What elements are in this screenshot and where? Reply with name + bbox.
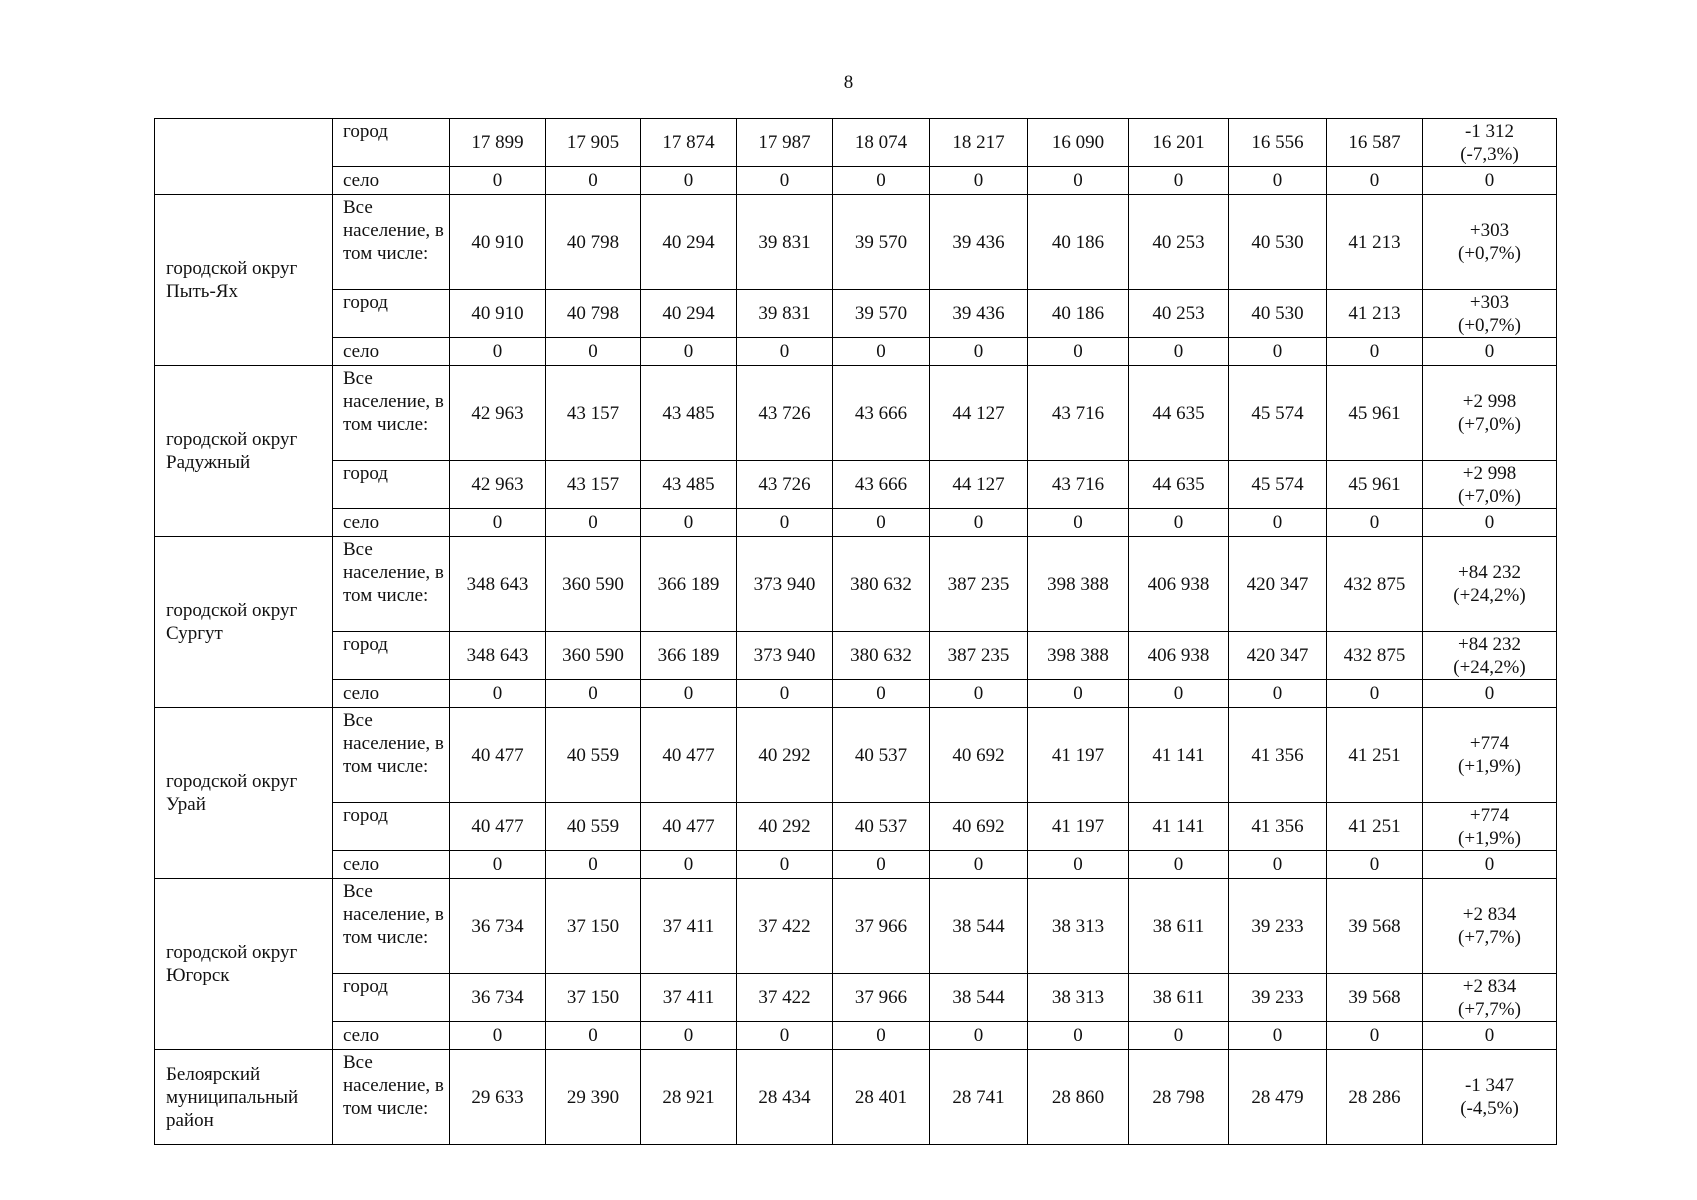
- region-name: Белоярский муниципальный район: [155, 1050, 333, 1145]
- population-value: 420 347: [1229, 537, 1327, 632]
- population-value: 44 127: [930, 461, 1028, 509]
- population-value: 0: [930, 167, 1028, 195]
- population-value: 40 537: [833, 803, 930, 851]
- category-label: село: [333, 1022, 450, 1050]
- change-absolute: +774: [1469, 733, 1510, 754]
- change-absolute: +2 998: [1462, 462, 1517, 484]
- population-value: 0: [1129, 338, 1229, 366]
- category-label: Все население, в том числе:: [333, 1050, 450, 1145]
- population-value: 0: [641, 680, 737, 708]
- population-value: 373 940: [737, 537, 833, 632]
- population-value: 40 477: [450, 803, 546, 851]
- population-value: 432 875: [1327, 537, 1423, 632]
- change-percent: (+7,7%): [1458, 998, 1521, 1020]
- population-value: 43 666: [833, 461, 930, 509]
- population-value: 43 666: [833, 366, 930, 461]
- table-row: [155, 509, 1557, 537]
- population-value: 40 253: [1129, 290, 1229, 338]
- population-value: 373 940: [737, 632, 833, 680]
- population-value: 29 633: [450, 1050, 546, 1145]
- population-value: 18 074: [833, 119, 930, 167]
- change-absolute: 0: [1484, 1025, 1495, 1046]
- population-value: 360 590: [546, 537, 641, 632]
- population-value: 0: [1229, 1022, 1327, 1050]
- category-label: город: [333, 803, 450, 851]
- population-value: 0: [833, 509, 930, 537]
- population-value: 40 253: [1129, 195, 1229, 290]
- population-value: 0: [833, 680, 930, 708]
- population-value: 0: [641, 167, 737, 195]
- population-value: 0: [1129, 509, 1229, 537]
- population-value: 0: [1327, 680, 1423, 708]
- population-value: 0: [546, 851, 641, 879]
- table-row: [155, 879, 1557, 974]
- table-row: [155, 290, 1557, 338]
- population-value: 42 963: [450, 366, 546, 461]
- change-absolute: -1 312: [1464, 120, 1515, 142]
- population-value: 380 632: [833, 537, 930, 632]
- population-value: 398 388: [1028, 537, 1129, 632]
- population-value: 41 356: [1229, 708, 1327, 803]
- population-value: 37 150: [546, 974, 641, 1022]
- population-value: 38 544: [930, 974, 1028, 1022]
- change-cell: [1423, 167, 1557, 195]
- population-value: 366 189: [641, 632, 737, 680]
- change-cell: [1423, 195, 1557, 290]
- population-value: 0: [450, 509, 546, 537]
- population-value: 0: [450, 680, 546, 708]
- population-value: 37 966: [833, 974, 930, 1022]
- population-value: 43 485: [641, 461, 737, 509]
- population-value: 406 938: [1129, 537, 1229, 632]
- population-value: 398 388: [1028, 632, 1129, 680]
- population-value: 38 611: [1129, 879, 1229, 974]
- population-value: 0: [737, 1022, 833, 1050]
- change-cell: [1423, 509, 1557, 537]
- table-row: [155, 366, 1557, 461]
- population-value: 17 899: [450, 119, 546, 167]
- change-cell: [1423, 1050, 1557, 1145]
- population-value: 0: [930, 509, 1028, 537]
- change-percent: (-7,3%): [1460, 143, 1519, 165]
- population-value: 0: [1229, 509, 1327, 537]
- population-value: 0: [450, 167, 546, 195]
- population-value: 41 251: [1327, 803, 1423, 851]
- region-name: городской округ Югорск: [155, 879, 333, 1050]
- table-row: [155, 461, 1557, 509]
- change-percent: (+24,2%): [1453, 656, 1526, 678]
- population-value: 0: [930, 680, 1028, 708]
- population-value: 39 568: [1327, 974, 1423, 1022]
- population-value: 16 201: [1129, 119, 1229, 167]
- category-label: Все население, в том числе:: [333, 195, 450, 290]
- population-value: 360 590: [546, 632, 641, 680]
- population-value: 0: [1129, 1022, 1229, 1050]
- population-value: 0: [737, 509, 833, 537]
- change-percent: (+1,9%): [1458, 756, 1521, 777]
- population-value: 0: [1028, 851, 1129, 879]
- population-value: 0: [546, 680, 641, 708]
- population-value: 39 436: [930, 290, 1028, 338]
- table-row: [155, 708, 1557, 803]
- population-value: 0: [1327, 1022, 1423, 1050]
- population-value: 0: [546, 509, 641, 537]
- population-value: 0: [737, 167, 833, 195]
- change-percent: (+24,2%): [1453, 585, 1526, 606]
- population-value: 0: [1028, 509, 1129, 537]
- table-row: [155, 195, 1557, 290]
- population-value: 0: [1129, 851, 1229, 879]
- population-value: 348 643: [450, 632, 546, 680]
- change-cell: [1423, 119, 1557, 167]
- region-name: [155, 119, 333, 195]
- population-value: 40 292: [737, 803, 833, 851]
- population-value: 28 798: [1129, 1050, 1229, 1145]
- category-label: село: [333, 680, 450, 708]
- change-absolute: +303: [1469, 220, 1510, 241]
- population-value: 43 716: [1028, 366, 1129, 461]
- change-percent: (+1,9%): [1458, 827, 1521, 849]
- population-value: 39 436: [930, 195, 1028, 290]
- change-cell: [1423, 366, 1557, 461]
- population-value: 43 726: [737, 366, 833, 461]
- population-value: 16 556: [1229, 119, 1327, 167]
- population-value: 42 963: [450, 461, 546, 509]
- population-value: 39 570: [833, 290, 930, 338]
- population-value: 28 860: [1028, 1050, 1129, 1145]
- region-name: городской округ Пыть-Ях: [155, 195, 333, 366]
- category-label: Все население, в том числе:: [333, 708, 450, 803]
- population-value: 41 213: [1327, 290, 1423, 338]
- category-label: город: [333, 632, 450, 680]
- population-value: 40 294: [641, 290, 737, 338]
- population-value: 387 235: [930, 632, 1028, 680]
- population-value: 0: [546, 338, 641, 366]
- population-value: 0: [833, 338, 930, 366]
- population-value: 38 313: [1028, 879, 1129, 974]
- table-row: [155, 680, 1557, 708]
- population-value: 40 798: [546, 195, 641, 290]
- change-cell: [1423, 879, 1557, 974]
- population-value: 28 286: [1327, 1050, 1423, 1145]
- population-value: 45 961: [1327, 461, 1423, 509]
- change-cell: [1423, 1022, 1557, 1050]
- population-value: 40 294: [641, 195, 737, 290]
- category-label: село: [333, 851, 450, 879]
- table-row: [155, 803, 1557, 851]
- population-value: 420 347: [1229, 632, 1327, 680]
- change-percent: (+0,7%): [1458, 314, 1521, 336]
- population-value: 28 401: [833, 1050, 930, 1145]
- population-value: 406 938: [1129, 632, 1229, 680]
- population-value: 17 987: [737, 119, 833, 167]
- population-value: 36 734: [450, 974, 546, 1022]
- change-percent: (+0,7%): [1458, 243, 1521, 264]
- population-value: 0: [641, 851, 737, 879]
- population-value: 40 292: [737, 708, 833, 803]
- population-value: 0: [1129, 680, 1229, 708]
- population-value: 0: [1327, 338, 1423, 366]
- population-value: 38 611: [1129, 974, 1229, 1022]
- population-value: 0: [930, 1022, 1028, 1050]
- population-value: 41 213: [1327, 195, 1423, 290]
- table-row: [155, 974, 1557, 1022]
- population-value: 0: [930, 851, 1028, 879]
- population-value: 40 186: [1028, 195, 1129, 290]
- table-row: [155, 338, 1557, 366]
- population-value: 17 905: [546, 119, 641, 167]
- population-value: 44 635: [1129, 366, 1229, 461]
- population-value: 0: [833, 167, 930, 195]
- population-value: 0: [1229, 680, 1327, 708]
- population-value: 45 574: [1229, 461, 1327, 509]
- change-cell: [1423, 851, 1557, 879]
- population-value: 0: [1327, 851, 1423, 879]
- population-value: 45 574: [1229, 366, 1327, 461]
- population-value: 38 544: [930, 879, 1028, 974]
- population-value: 43 157: [546, 461, 641, 509]
- population-value: 37 411: [641, 974, 737, 1022]
- population-table: [154, 118, 1557, 1145]
- change-absolute: 0: [1484, 854, 1495, 875]
- population-value: 40 559: [546, 708, 641, 803]
- population-value: 0: [1129, 167, 1229, 195]
- population-value: 366 189: [641, 537, 737, 632]
- population-value: 41 141: [1129, 803, 1229, 851]
- population-value: 40 910: [450, 290, 546, 338]
- population-value: 432 875: [1327, 632, 1423, 680]
- table-row: [155, 119, 1557, 167]
- category-label: город: [333, 461, 450, 509]
- population-value: 40 692: [930, 708, 1028, 803]
- population-value: 0: [737, 851, 833, 879]
- population-value: 37 422: [737, 974, 833, 1022]
- change-cell: [1423, 461, 1557, 509]
- change-cell: [1423, 803, 1557, 851]
- population-value: 380 632: [833, 632, 930, 680]
- category-label: город: [333, 290, 450, 338]
- population-value: 41 197: [1028, 708, 1129, 803]
- population-value: 39 831: [737, 290, 833, 338]
- population-value: 40 559: [546, 803, 641, 851]
- population-value: 0: [1028, 680, 1129, 708]
- population-value: 37 966: [833, 879, 930, 974]
- change-absolute: 0: [1484, 170, 1495, 191]
- table-row: [155, 167, 1557, 195]
- change-absolute: +2 834: [1462, 904, 1517, 925]
- population-value: 40 477: [641, 803, 737, 851]
- population-value: 43 716: [1028, 461, 1129, 509]
- population-value: 0: [641, 1022, 737, 1050]
- change-absolute: +303: [1469, 291, 1510, 313]
- population-value: 28 921: [641, 1050, 737, 1145]
- change-cell: [1423, 680, 1557, 708]
- table-row: [155, 1022, 1557, 1050]
- population-value: 39 568: [1327, 879, 1423, 974]
- category-label: город: [333, 119, 450, 167]
- population-value: 41 356: [1229, 803, 1327, 851]
- population-value: 0: [450, 338, 546, 366]
- category-label: село: [333, 167, 450, 195]
- population-value: 0: [1028, 1022, 1129, 1050]
- population-value: 39 233: [1229, 879, 1327, 974]
- population-value: 0: [737, 680, 833, 708]
- change-cell: [1423, 290, 1557, 338]
- change-absolute: +2 834: [1462, 975, 1517, 997]
- population-value: 41 141: [1129, 708, 1229, 803]
- change-percent: (-4,5%): [1460, 1098, 1519, 1119]
- population-value: 37 422: [737, 879, 833, 974]
- population-value: 39 831: [737, 195, 833, 290]
- population-value: 40 530: [1229, 195, 1327, 290]
- population-value: 37 150: [546, 879, 641, 974]
- change-absolute: +774: [1469, 804, 1510, 826]
- category-label: село: [333, 338, 450, 366]
- population-value: 0: [1028, 338, 1129, 366]
- population-value: 36 734: [450, 879, 546, 974]
- population-value: 0: [1327, 167, 1423, 195]
- population-value: 0: [833, 851, 930, 879]
- population-value: 41 251: [1327, 708, 1423, 803]
- table-row: [155, 537, 1557, 632]
- change-cell: [1423, 632, 1557, 680]
- population-value: 0: [546, 167, 641, 195]
- population-value: 39 570: [833, 195, 930, 290]
- population-value: 40 530: [1229, 290, 1327, 338]
- population-value: 0: [450, 1022, 546, 1050]
- population-value: 45 961: [1327, 366, 1423, 461]
- population-value: 0: [737, 338, 833, 366]
- population-value: 28 434: [737, 1050, 833, 1145]
- population-value: 44 127: [930, 366, 1028, 461]
- population-value: 0: [1229, 167, 1327, 195]
- table-row: [155, 851, 1557, 879]
- population-value: 43 485: [641, 366, 737, 461]
- population-value: 0: [1028, 167, 1129, 195]
- population-value: 28 479: [1229, 1050, 1327, 1145]
- region-name: городской округ Сургут: [155, 537, 333, 708]
- population-value: 40 186: [1028, 290, 1129, 338]
- population-value: 0: [1229, 338, 1327, 366]
- population-value: 40 477: [450, 708, 546, 803]
- region-name: городской округ Урай: [155, 708, 333, 879]
- change-cell: [1423, 537, 1557, 632]
- population-value: 0: [930, 338, 1028, 366]
- population-value: 43 726: [737, 461, 833, 509]
- change-absolute: 0: [1484, 683, 1495, 704]
- population-value: 38 313: [1028, 974, 1129, 1022]
- population-value: 40 910: [450, 195, 546, 290]
- population-value: 16 090: [1028, 119, 1129, 167]
- population-value: 40 537: [833, 708, 930, 803]
- change-absolute: +84 232: [1458, 562, 1521, 583]
- change-percent: (+7,0%): [1458, 414, 1521, 435]
- population-value: 29 390: [546, 1050, 641, 1145]
- category-label: город: [333, 974, 450, 1022]
- change-absolute: -1 347: [1464, 1075, 1515, 1096]
- region-name: городской округ Радужный: [155, 366, 333, 537]
- table-row: [155, 1050, 1557, 1145]
- population-value: 0: [546, 1022, 641, 1050]
- population-value: 348 643: [450, 537, 546, 632]
- population-value: 17 874: [641, 119, 737, 167]
- table-row: [155, 632, 1557, 680]
- change-percent: (+7,7%): [1458, 927, 1521, 948]
- population-value: 0: [641, 338, 737, 366]
- population-value: 41 197: [1028, 803, 1129, 851]
- population-value: 44 635: [1129, 461, 1229, 509]
- change-cell: [1423, 974, 1557, 1022]
- population-value: 16 587: [1327, 119, 1423, 167]
- change-percent: (+7,0%): [1458, 485, 1521, 507]
- change-cell: [1423, 708, 1557, 803]
- table-body: [155, 119, 1557, 1145]
- population-value: 0: [833, 1022, 930, 1050]
- change-absolute: 0: [1484, 512, 1495, 533]
- population-value: 43 157: [546, 366, 641, 461]
- change-absolute: +84 232: [1458, 633, 1521, 655]
- page-number: 8: [843, 72, 854, 93]
- population-value: 387 235: [930, 537, 1028, 632]
- category-label: Все население, в том числе:: [333, 879, 450, 974]
- population-value: 18 217: [930, 119, 1028, 167]
- change-absolute: 0: [1484, 341, 1495, 362]
- population-value: 0: [450, 851, 546, 879]
- population-value: 40 477: [641, 708, 737, 803]
- category-label: село: [333, 509, 450, 537]
- population-value: 0: [641, 509, 737, 537]
- change-absolute: +2 998: [1462, 391, 1517, 412]
- population-value: 39 233: [1229, 974, 1327, 1022]
- category-label: Все население, в том числе:: [333, 537, 450, 632]
- population-value: 37 411: [641, 879, 737, 974]
- population-value: 0: [1327, 509, 1423, 537]
- category-label: Все население, в том числе:: [333, 366, 450, 461]
- population-value: 40 692: [930, 803, 1028, 851]
- population-value: 0: [1229, 851, 1327, 879]
- population-value: 40 798: [546, 290, 641, 338]
- change-cell: [1423, 338, 1557, 366]
- population-value: 28 741: [930, 1050, 1028, 1145]
